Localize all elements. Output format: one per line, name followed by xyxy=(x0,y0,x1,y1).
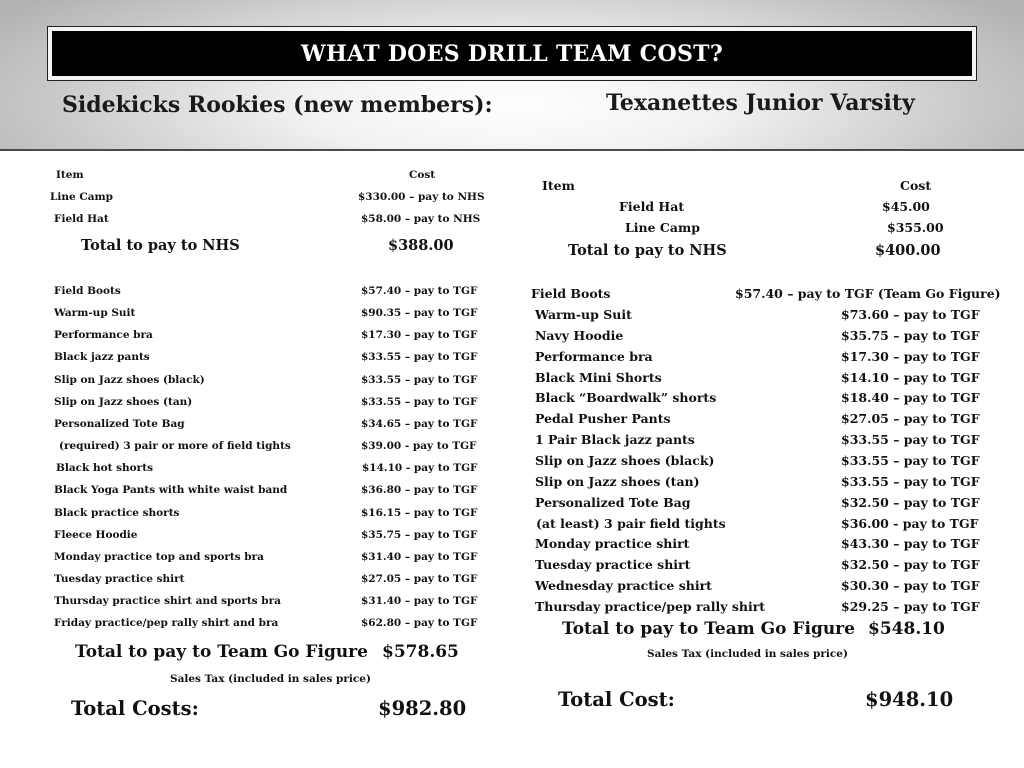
left-tgf-item-name: Personalized Tote Bag xyxy=(54,417,185,430)
right-tgf-total-label: Total to pay to Team Go Figure xyxy=(562,619,855,639)
left-tgf-item-cost: $33.55 – pay to TGF xyxy=(361,351,478,364)
left-tgf-total-label: Total to pay to Team Go Figure xyxy=(75,642,368,662)
right-tgf-item-name: (at least) 3 pair field tights xyxy=(536,515,726,531)
left-tgf-item-name: Slip on Jazz shoes (tan) xyxy=(54,395,193,408)
left-tgf-item-name: Black practice shorts xyxy=(54,506,180,519)
left-tgf-item-name: Slip on Jazz shoes (black) xyxy=(54,373,205,386)
right-nhs-total-value: $400.00 xyxy=(875,242,941,259)
right-tgf-item-name: Navy Hoodie xyxy=(535,327,624,343)
right-tgf-item-name: 1 Pair Black jazz pants xyxy=(535,432,695,448)
left-tgf-item-cost: $62.80 – pay to TGF xyxy=(361,617,478,630)
right-first-tgf-item: Field Boots xyxy=(531,286,611,301)
left-tgf-item-cost: $14.10 - pay to TGF xyxy=(362,462,478,475)
right-tgf-item-cost: $33.55 – pay to TGF xyxy=(841,452,980,468)
right-sales-tax-note: Sales Tax (included in sales price) xyxy=(647,648,848,660)
left-col-item-header: Item xyxy=(56,169,84,181)
left-tgf-item-cost: $90.35 – pay to TGF xyxy=(361,307,478,320)
left-nhs-item-cost: $330.00 – pay to NHS xyxy=(358,191,485,203)
right-first-tgf-cost: $57.40 – pay to TGF (Team Go Figure) xyxy=(735,286,1001,301)
right-col-cost-header: Cost xyxy=(900,178,932,193)
right-tgf-item-cost: $29.25 – pay to TGF xyxy=(841,598,980,614)
left-tgf-item-name: Monday practice top and sports bra xyxy=(54,550,264,563)
left-grand-total-value: $982.80 xyxy=(378,697,467,720)
left-tgf-item-cost: $34.65 – pay to TGF xyxy=(361,417,478,430)
right-tgf-item-cost: $73.60 – pay to TGF xyxy=(841,307,980,322)
right-tgf-item-name: Slip on Jazz shoes (black) xyxy=(535,452,715,468)
left-grand-total-label: Total Costs: xyxy=(71,697,199,720)
right-tgf-item-cost: $14.10 – pay to TGF xyxy=(841,369,980,385)
left-tgf-item-name: Friday practice/pep rally shirt and bra xyxy=(54,617,279,630)
page-title: WHAT DOES DRILL TEAM COST? xyxy=(52,31,972,76)
left-tgf-item-cost: $31.40 – pay to TGF xyxy=(361,595,478,608)
left-tgf-item-name: Warm-up Suit xyxy=(54,307,136,320)
right-tgf-item-name: Black Mini Shorts xyxy=(535,369,662,385)
left-tgf-item-cost: $16.15 – pay to TGF xyxy=(361,506,478,519)
left-tgf-item-name: Thursday practice shirt and sports bra xyxy=(54,595,281,608)
right-tgf-item-cost: $33.55 – pay to TGF xyxy=(841,432,980,448)
right-tgf-item-name: Wednesday practice shirt xyxy=(535,578,712,594)
right-tgf-item-name: Performance bra xyxy=(535,348,653,364)
left-sales-tax-note: Sales Tax (included in sales price) xyxy=(170,673,371,685)
right-tgf-item-cost: $33.55 – pay to TGF xyxy=(841,473,980,489)
left-tgf-item-cost: $27.05 – pay to TGF xyxy=(361,572,478,585)
left-tgf-item-cost: $35.75 – pay to TGF xyxy=(361,528,478,541)
left-tgf-item-name: Tuesday practice shirt xyxy=(54,572,185,585)
right-tgf-item-name: Slip on Jazz shoes (tan) xyxy=(535,473,700,489)
right-nhs-total-label: Total to pay to NHS xyxy=(568,242,727,259)
right-nhs-item-name: Line Camp xyxy=(625,220,700,235)
left-tgf-item-cost: $39.00 - pay to TGF xyxy=(361,440,477,453)
right-tgf-item-name: Black “Boardwalk” shorts xyxy=(535,390,717,406)
right-tgf-total-value: $548.10 xyxy=(868,619,945,639)
left-section-heading: Sidekicks Rookies (new members): xyxy=(62,92,493,118)
right-tgf-item-name: Warm-up Suit xyxy=(535,307,632,322)
left-tgf-item-name: Black jazz pants xyxy=(54,351,150,364)
left-tgf-item-name: Black Yoga Pants with white waist band xyxy=(54,484,288,497)
left-tgf-item-name: Fleece Hoodie xyxy=(54,528,138,541)
right-tgf-item-cost: $43.30 – pay to TGF xyxy=(841,536,980,552)
title-banner xyxy=(47,26,977,81)
right-nhs-item-cost: $45.00 xyxy=(882,199,930,214)
left-nhs-total-value: $388.00 xyxy=(388,237,454,254)
left-nhs-total-label: Total to pay to NHS xyxy=(81,237,240,254)
left-nhs-item-cost: $58.00 – pay to NHS xyxy=(361,213,481,225)
left-nhs-item-name: Line Camp xyxy=(50,191,113,203)
right-tgf-item-cost: $30.30 – pay to TGF xyxy=(841,578,980,594)
left-nhs-item-name: Field Hat xyxy=(54,213,109,225)
left-tgf-item-cost: $36.80 – pay to TGF xyxy=(361,484,478,497)
right-nhs-item-cost: $355.00 xyxy=(887,220,944,235)
right-tgf-item-cost: $27.05 – pay to TGF xyxy=(841,411,980,427)
right-nhs-item-name: Field Hat xyxy=(619,199,685,214)
right-tgf-item-cost: $32.50 – pay to TGF xyxy=(841,557,980,573)
right-tgf-item-name: Monday practice shirt xyxy=(535,536,690,552)
right-tgf-item-name: Thursday practice/pep rally shirt xyxy=(535,598,766,614)
right-section-heading: Texanettes Junior Varsity xyxy=(606,90,915,116)
left-tgf-item-cost: $33.55 – pay to TGF xyxy=(361,395,478,408)
right-col-item-header: Item xyxy=(542,178,575,193)
left-tgf-item-name: Field Boots xyxy=(54,285,121,297)
left-tgf-item-cost: $31.40 – pay to TGF xyxy=(361,550,478,563)
right-tgf-item-cost: $18.40 – pay to TGF xyxy=(841,390,980,406)
left-tgf-item-name: Performance bra xyxy=(54,329,153,342)
left-tgf-total-value: $578.65 xyxy=(382,642,459,662)
left-col-cost-header: Cost xyxy=(409,169,436,181)
right-tgf-item-name: Tuesday practice shirt xyxy=(535,557,691,573)
right-tgf-item-name: Personalized Tote Bag xyxy=(535,494,691,510)
right-tgf-item-name: Pedal Pusher Pants xyxy=(535,411,671,427)
left-tgf-item-name: Black hot shorts xyxy=(56,462,153,475)
left-tgf-item-cost: $33.55 – pay to TGF xyxy=(361,373,478,386)
right-tgf-item-cost: $17.30 – pay to TGF xyxy=(841,348,980,364)
right-tgf-item-cost: $36.00 - pay to TGF xyxy=(841,515,979,531)
right-tgf-item-cost: $35.75 – pay to TGF xyxy=(841,327,980,343)
right-grand-total-label: Total Cost: xyxy=(558,688,675,711)
left-tgf-item-name: (required) 3 pair or more of field tights xyxy=(59,440,291,453)
right-grand-total-value: $948.10 xyxy=(865,688,954,711)
right-tgf-item-cost: $32.50 – pay to TGF xyxy=(841,494,980,510)
left-tgf-item-cost: $57.40 – pay to TGF xyxy=(361,285,478,297)
left-tgf-item-cost: $17.30 – pay to TGF xyxy=(361,329,478,342)
